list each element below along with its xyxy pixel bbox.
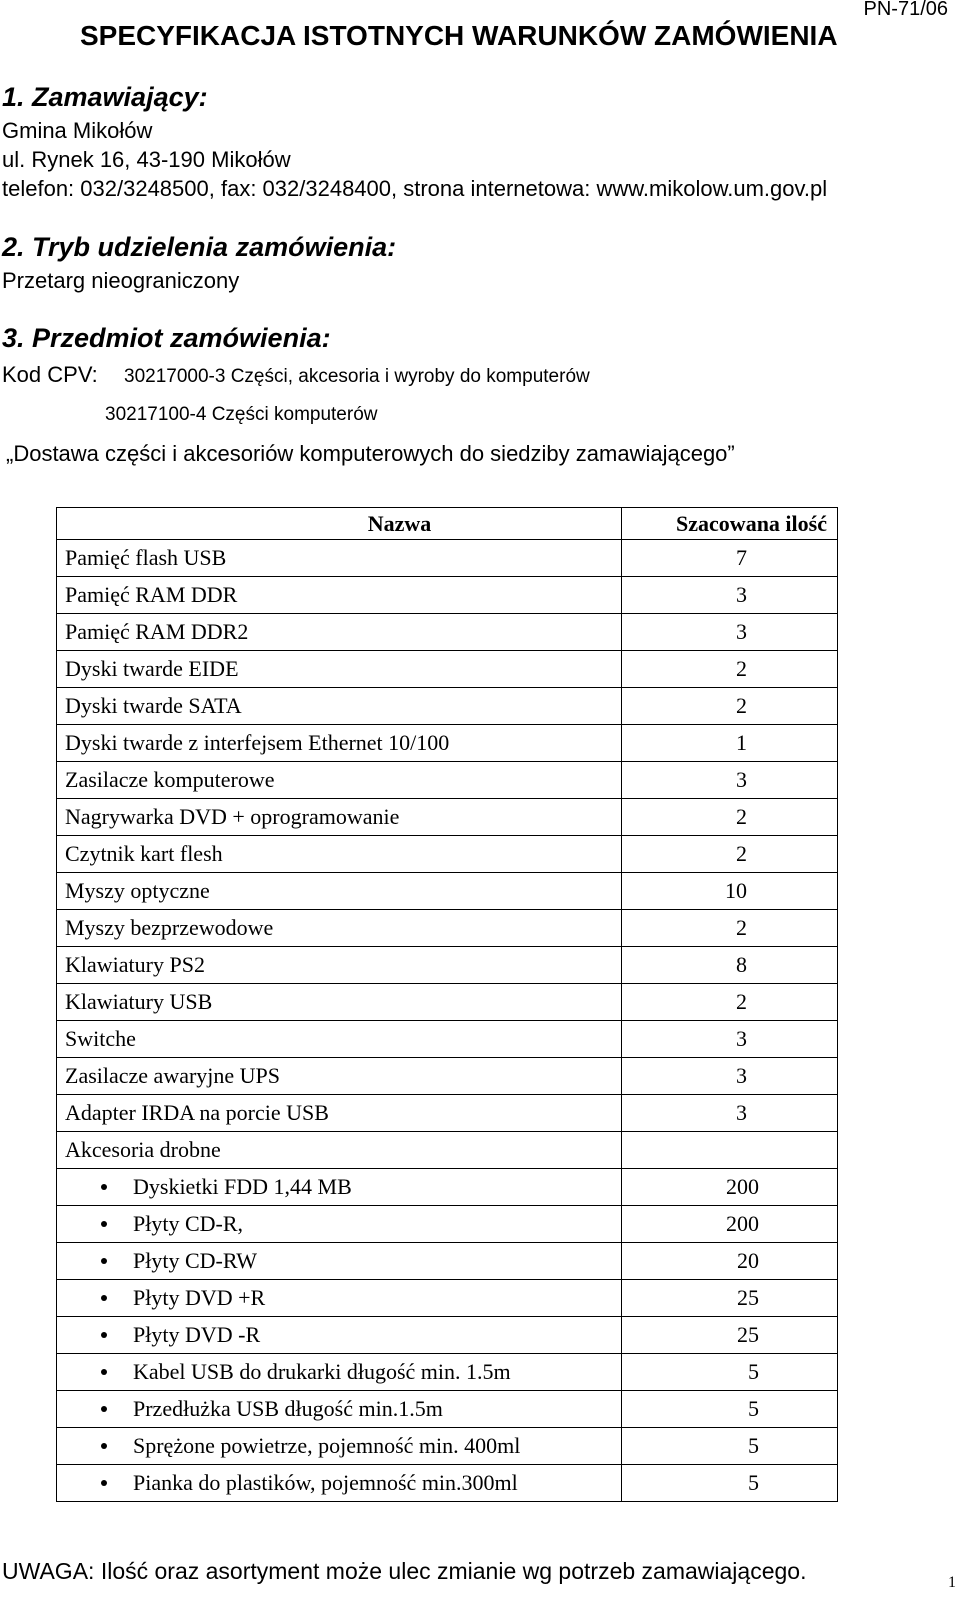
- bullet-icon: [101, 1443, 107, 1449]
- accessory-item: [57, 1206, 622, 1243]
- accessory-quantity: 5: [622, 1354, 838, 1391]
- item-quantity: 1: [622, 725, 838, 762]
- item-name: Switche: [57, 1021, 622, 1058]
- bullet-icon: [101, 1480, 107, 1486]
- table-row: [57, 1132, 838, 1169]
- accessory-quantity: 5: [622, 1465, 838, 1502]
- item-quantity: 2: [622, 651, 838, 688]
- table-row: [57, 947, 838, 984]
- ordering-party-address: ul. Rynek 16, 43-190 Mikołów: [2, 147, 291, 172]
- item-quantity: 2: [622, 984, 838, 1021]
- accessory-quantity: 25: [622, 1280, 838, 1317]
- section-heading-procedure: 2. Tryb udzielenia zamówienia:: [2, 232, 397, 262]
- bullet-icon: [101, 1221, 107, 1227]
- page-number: 1: [948, 1574, 956, 1591]
- table-row: [57, 1058, 838, 1095]
- page-title: SPECYFIKACJA ISTOTNYCH WARUNKÓW ZAMÓWIENIA: [80, 20, 838, 51]
- bullet-icon: [101, 1295, 107, 1301]
- item-quantity: 8: [622, 947, 838, 984]
- accessory-name: Kabel USB do drukarki długość min. 1.5m: [133, 1359, 511, 1384]
- items-table: [56, 507, 838, 1502]
- table-row: [57, 688, 838, 725]
- accessory-item: [57, 1391, 622, 1428]
- item-name: Zasilacze awaryjne UPS: [57, 1058, 622, 1095]
- item-name: Klawiatury USB: [57, 984, 622, 1021]
- accessory-item: [57, 1280, 622, 1317]
- column-header-quantity: Szacowana ilość: [622, 508, 838, 540]
- item-quantity: 7: [622, 540, 838, 577]
- accessory-name: Płyty DVD -R: [133, 1322, 261, 1347]
- section-heading-ordering-party: 1. Zamawiający:: [2, 82, 208, 112]
- item-name: Dyski twarde EIDE: [57, 651, 622, 688]
- table-row: [57, 1243, 838, 1280]
- accessory-quantity: 20: [622, 1243, 838, 1280]
- table-row: [57, 984, 838, 1021]
- item-quantity: 2: [622, 688, 838, 725]
- cpv-code: 30217000-3 Części, akcesoria i wyroby do komputerów: [124, 366, 590, 387]
- doc-code: PN-71/06: [863, 0, 948, 20]
- table-row: [57, 873, 838, 910]
- table-row: [57, 1465, 838, 1502]
- accessory-item: [57, 1465, 622, 1502]
- item-quantity: 3: [622, 1021, 838, 1058]
- table-row: [57, 1354, 838, 1391]
- note: UWAGA: Ilość oraz asortyment może ulec zmianie wg potrzeb zamawiającego.: [2, 1558, 807, 1584]
- accessory-item: [57, 1428, 622, 1465]
- ordering-party-contact: telefon: 032/3248500, fax: 032/3248400, strona internetowa: www.mikolow.um.gov.pl: [2, 176, 828, 201]
- table-row: [57, 1391, 838, 1428]
- item-quantity: [622, 1132, 838, 1169]
- order-subject: „Dostawa części i akcesoriów komputerowych do siedziby zamawiającego”: [6, 441, 735, 466]
- item-name: Pamięć flash USB: [57, 540, 622, 577]
- item-name: Nagrywarka DVD + oprogramowanie: [57, 799, 622, 836]
- accessory-item: [57, 1354, 622, 1391]
- item-name: Dyski twarde z interfejsem Ethernet 10/100: [57, 725, 622, 762]
- item-quantity: 2: [622, 836, 838, 873]
- accessory-quantity: 200: [622, 1206, 838, 1243]
- accessory-name: Płyty CD-R,: [133, 1211, 244, 1236]
- item-name: Adapter IRDA na porcie USB: [57, 1095, 622, 1132]
- table-row: [57, 1280, 838, 1317]
- cpv-code: 30217100-4 Części komputerów: [105, 404, 378, 425]
- items-table-body: [57, 540, 838, 1502]
- accessory-quantity: 25: [622, 1317, 838, 1354]
- item-name: Pamięć RAM DDR: [57, 577, 622, 614]
- bullet-icon: [101, 1258, 107, 1264]
- table-row: [57, 1169, 838, 1206]
- table-row: [57, 1428, 838, 1465]
- bullet-icon: [101, 1406, 107, 1412]
- item-quantity: 3: [622, 762, 838, 799]
- table-row: [57, 540, 838, 577]
- table-row: [57, 836, 838, 873]
- item-name: Klawiatury PS2: [57, 947, 622, 984]
- item-quantity: 10: [622, 873, 838, 910]
- cpv-label: Kod CPV:: [2, 362, 98, 387]
- item-quantity: 3: [622, 1058, 838, 1095]
- accessory-quantity: 200: [622, 1169, 838, 1206]
- item-quantity: 3: [622, 577, 838, 614]
- procedure-type: Przetarg nieograniczony: [2, 268, 240, 293]
- table-row: [57, 1021, 838, 1058]
- accessory-name: Dyskietki FDD 1,44 MB: [133, 1174, 352, 1199]
- item-quantity: 3: [622, 1095, 838, 1132]
- item-name: Myszy optyczne: [57, 873, 622, 910]
- table-row: [57, 651, 838, 688]
- item-name: Dyski twarde SATA: [57, 688, 622, 725]
- item-quantity: 3: [622, 614, 838, 651]
- accessory-name: Sprężone powietrze, pojemność min. 400ml: [133, 1433, 521, 1458]
- table-row: [57, 1206, 838, 1243]
- section-heading-subject: 3. Przedmiot zamówienia:: [2, 323, 331, 353]
- bullet-icon: [101, 1332, 107, 1338]
- table-row: [57, 1317, 838, 1354]
- item-name: Pamięć RAM DDR2: [57, 614, 622, 651]
- bullet-icon: [101, 1184, 107, 1190]
- item-quantity: 2: [622, 799, 838, 836]
- accessory-name: Płyty CD-RW: [133, 1248, 258, 1273]
- item-name: Zasilacze komputerowe: [57, 762, 622, 799]
- item-quantity: 2: [622, 910, 838, 947]
- table-row: [57, 799, 838, 836]
- table-row: [57, 614, 838, 651]
- table-header-row: [57, 508, 838, 540]
- column-header-name: Nazwa: [57, 508, 622, 540]
- accessory-item: [57, 1169, 622, 1206]
- item-name: Czytnik kart flesh: [57, 836, 622, 873]
- table-row: [57, 910, 838, 947]
- table-row: [57, 725, 838, 762]
- item-name: Akcesoria drobne: [57, 1132, 622, 1169]
- accessory-item: [57, 1317, 622, 1354]
- accessory-item: [57, 1243, 622, 1280]
- table-row: [57, 577, 838, 614]
- item-name: Myszy bezprzewodowe: [57, 910, 622, 947]
- table-row: [57, 762, 838, 799]
- accessory-quantity: 5: [622, 1428, 838, 1465]
- table-row: [57, 1095, 838, 1132]
- accessory-name: Pianka do plastików, pojemność min.300ml: [133, 1470, 518, 1495]
- bullet-icon: [101, 1369, 107, 1375]
- accessory-quantity: 5: [622, 1391, 838, 1428]
- ordering-party-name: Gmina Mikołów: [2, 118, 153, 143]
- accessory-name: Przedłużka USB długość min.1.5m: [133, 1396, 443, 1421]
- accessory-name: Płyty DVD +R: [133, 1285, 266, 1310]
